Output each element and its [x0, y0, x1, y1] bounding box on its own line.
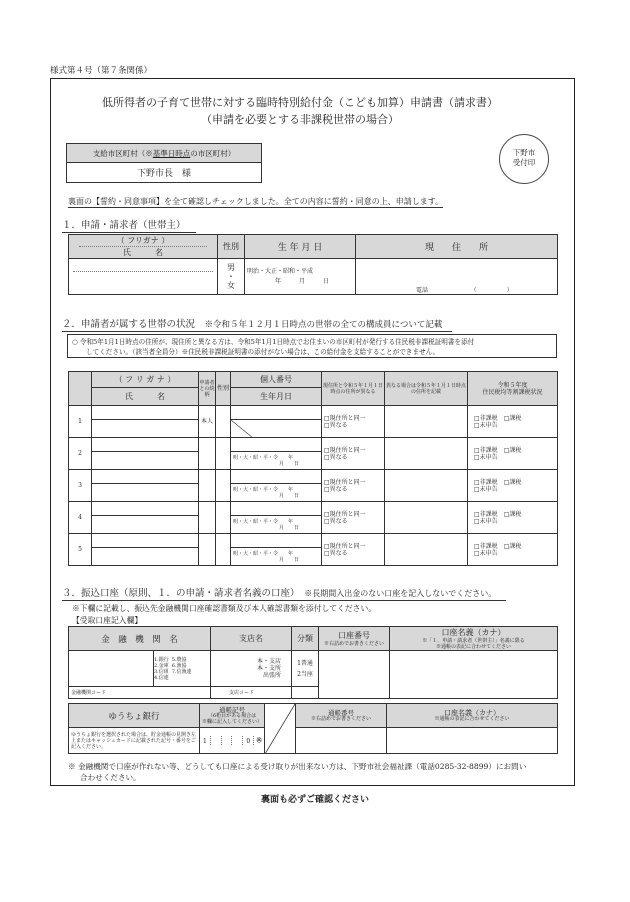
- hh-relation[interactable]: [199, 534, 216, 566]
- yucho-desc: ゆうちょ銀行を選択された場合は、貯金通帳の見開き左上またはキャッシュカードに記載された記号・番号をご記入ください。: [69, 728, 200, 754]
- dob-input[interactable]: [245, 259, 356, 295]
- hh-tax[interactable]: □非課税 □課税 □未申告: [468, 438, 558, 470]
- hh-diff-addr-label: 異なる場合は令和５年１月１日時点の住所を記載: [385, 372, 468, 406]
- hh-row-no: 4: [69, 502, 92, 534]
- hh-mynumber[interactable]: [231, 438, 322, 452]
- yucho-holder-input[interactable]: [387, 728, 558, 754]
- hh-dob[interactable]: 明・大・昭・平・令 年 月 日: [231, 484, 322, 502]
- yucho-symbol-label: 通帳記号 （6桁目がある場合は ※欄に記入してください）: [200, 704, 265, 728]
- hh-gender-label: 性別: [216, 372, 231, 406]
- section3-note: ※下欄に記載し、振込先金融機関口座確認書類及び本人確認書類を添付してください。: [72, 604, 377, 613]
- hh-relation[interactable]: [199, 438, 216, 470]
- yucho-number-input[interactable]: [296, 728, 387, 754]
- category-label: 分類: [292, 627, 319, 651]
- yucho-symbol-input[interactable]: 1 0 ※: [200, 728, 265, 754]
- hh-mynumber[interactable]: [231, 534, 322, 548]
- hh-mynumber-label: 個人番号: [231, 372, 322, 388]
- hh-prev-addr[interactable]: [385, 406, 468, 438]
- phone-parens: （ ）: [470, 287, 513, 294]
- reception-stamp: [499, 134, 549, 184]
- hh-furigana-input[interactable]: [92, 534, 199, 548]
- hh-prev-addr[interactable]: [385, 502, 468, 534]
- hh-row-no: 1: [69, 406, 92, 438]
- address-input[interactable]: [356, 259, 558, 295]
- phone-label: 電話: [416, 287, 429, 294]
- hh-row-no: 2: [69, 438, 92, 470]
- bank-name-label: 金 融 機 関 名: [69, 627, 211, 651]
- stamp-line2: 受付印: [512, 158, 536, 167]
- hh-tax[interactable]: □非課税 □課税 □未申告: [468, 470, 558, 502]
- dob-ymd: 年 月 日: [275, 278, 330, 285]
- branch-input[interactable]: 本・支店 本・支所 出張所: [211, 651, 292, 687]
- dob-eras: 明治・大正・昭和・平成: [247, 268, 314, 275]
- hh-gender[interactable]: [216, 470, 231, 502]
- hh-gender[interactable]: [216, 502, 231, 534]
- hh-gender[interactable]: [216, 406, 231, 438]
- yucho-number-label: 通帳番号 ※右詰めでお書きください: [296, 704, 387, 728]
- hh-dob[interactable]: 明・大・昭・平・令 年 月 日: [231, 516, 322, 534]
- hh-addr-check[interactable]: □現住所と同一 □異なる: [322, 406, 385, 438]
- hh-relation[interactable]: [199, 470, 216, 502]
- household-row: [69, 534, 558, 548]
- hh-name-input[interactable]: [92, 548, 199, 566]
- applicant-name-label: 氏 名: [123, 248, 163, 257]
- applicant-furigana-label: （ フリガナ ）: [116, 236, 170, 245]
- hh-furigana-label: （ フ リ ガ ナ ）: [92, 372, 199, 388]
- hh-name-input[interactable]: [92, 420, 199, 438]
- hh-name-input[interactable]: [92, 452, 199, 470]
- household-row: [69, 502, 558, 516]
- hh-dob-label: 生年月日: [231, 388, 322, 406]
- yucho-table: [68, 703, 558, 754]
- household-row: [69, 406, 558, 420]
- hh-dob[interactable]: [231, 420, 322, 438]
- household-table: [68, 371, 558, 566]
- hh-tax-label: 令和５年度 住民税均等割課税状況: [468, 372, 558, 406]
- gender-dot: ・: [227, 272, 235, 281]
- address-label: 現 住 所: [356, 235, 558, 259]
- section2-notice: ○ 令和5年1月1日時点の住所が、現住所と異なる方は、令和5年1月1日時点でお住まいの市区町村が発行する住民税非課税証明書を添付 してください。（該当者全員分）※住民税非課税証明書の添付がない場合は、この給付金を支給することができません。: [67, 334, 557, 358]
- bank-table: [68, 626, 558, 699]
- bank-code[interactable]: 金融機関コード: [69, 687, 211, 699]
- hh-dob[interactable]: 明・大・昭・平・令 年 月 日: [231, 548, 322, 566]
- hh-name-label: 氏 名: [92, 388, 199, 406]
- household-row: [69, 470, 558, 484]
- hh-gender[interactable]: [216, 438, 231, 470]
- municipality-label: 支給市区町村（※基準日時点の市区町村）: [67, 144, 262, 163]
- bank-name-input[interactable]: [69, 651, 154, 687]
- acct-no-input[interactable]: [319, 651, 390, 699]
- form-title: 低所得者の子育て世帯に対する臨時特別給付金（こども加算）申請書（請求書）: [102, 96, 498, 109]
- hh-row-no: 5: [69, 534, 92, 566]
- stamp-line1: 下野市: [512, 148, 536, 157]
- receiving-label: 【受取口座記入欄】: [72, 616, 143, 625]
- section1-heading: １．申請・請求者（世帯主）: [62, 217, 186, 231]
- hh-mynumber[interactable]: [231, 406, 322, 420]
- form-subtitle: （申請を必要とする非課税世帯の場合）: [201, 113, 399, 126]
- acct-type[interactable]: 1普通 2当座: [292, 651, 319, 687]
- hh-furigana-input[interactable]: [92, 406, 199, 420]
- hh-row-no: 3: [69, 470, 92, 502]
- hh-furigana-input[interactable]: [92, 438, 199, 452]
- gender-female[interactable]: 女: [227, 281, 235, 290]
- gender-label: 性別: [218, 235, 245, 259]
- hh-prev-addr[interactable]: [385, 438, 468, 470]
- hh-prev-addr[interactable]: [385, 470, 468, 502]
- yucho-label: ゆうちょ銀行: [69, 704, 200, 728]
- hh-furigana-input[interactable]: [92, 502, 199, 516]
- holder-label: 口座名義（カナ） ※「１．申請・請求者（世帯主）」名義に限る ※通帳の表記に合わせてください: [390, 627, 558, 651]
- branch-label: 支店名: [211, 627, 292, 651]
- hh-same-addr-label: 現住所と令和５年１月１日時点の住所が異なる: [322, 372, 385, 406]
- hh-mynumber[interactable]: [231, 470, 322, 484]
- section3-heading: ３．振込口座（原則、１．の申請・請求者名義の口座） ※長期間入出金のない口座を記入しないでください。: [62, 585, 496, 599]
- applicant-name-input[interactable]: [69, 259, 218, 295]
- hh-relation[interactable]: [199, 502, 216, 534]
- applicant-table: [68, 234, 558, 295]
- hh-name-input[interactable]: [92, 484, 199, 502]
- household-row: [69, 438, 558, 452]
- bank-types: 1.銀行 2.金庫 3.信組 4.信連 5.農協 6.漁協 7.信漁連: [154, 651, 211, 687]
- hh-addr-check[interactable]: □現住所と同一 □異なる: [322, 502, 385, 534]
- section2-heading: ２．申請者が属する世帯の状況 ※令和５年１２月１日時点の世帯の全ての構成員について記載: [62, 316, 442, 330]
- hh-tax[interactable]: □非課税 □課税 □未申告: [468, 502, 558, 534]
- yucho-divider: [265, 704, 296, 754]
- hh-furigana-input[interactable]: [92, 470, 199, 484]
- hh-relation-label: 申請者との続柄: [199, 372, 216, 406]
- hh-name-input[interactable]: [92, 516, 199, 534]
- hh-relation[interactable]: 本人: [199, 406, 216, 438]
- hh-tax[interactable]: □非課税 □課税 □未申告: [468, 406, 558, 438]
- hh-addr-check[interactable]: □現住所と同一 □異なる: [322, 470, 385, 502]
- footnote: ※ 金融機関で口座が作れない等、どうしても口座による受け取りが出来ない方は、下野市社会福祉課（電話0285-32-8899）にお問い 合わせください。: [68, 762, 527, 782]
- yucho-slash: [265, 704, 295, 754]
- form-number: 様式第４号（第７条関係）: [50, 66, 153, 76]
- dob-label: 生 年 月 日: [245, 235, 356, 259]
- gender-male[interactable]: 男: [227, 263, 235, 272]
- branch-code[interactable]: 支店コード: [211, 687, 292, 699]
- back-note: 裏面も必ずご確認ください: [260, 795, 369, 805]
- hh-dob[interactable]: 明・大・昭・平・令 年 月 日: [231, 452, 322, 470]
- hh-gender[interactable]: [216, 534, 231, 566]
- pledge-text: 裏面の【誓約・同意事項】を全て確認しチェックしました。全ての内容に誓約・同意の上、申請します。: [68, 197, 444, 206]
- hh-addr-check[interactable]: □現住所と同一 □異なる: [322, 534, 385, 566]
- municipality-box: [66, 143, 262, 183]
- yucho-holder-label: 口座名義（カナ） ※通帳の表記に合わせてください: [387, 704, 558, 728]
- acct-no-label: 口座番号 ※右詰めでお書きください: [319, 627, 390, 651]
- hh-mynumber[interactable]: [231, 502, 322, 516]
- hh-prev-addr[interactable]: [385, 534, 468, 566]
- hh-tax[interactable]: □非課税 □課税 □未申告: [468, 534, 558, 566]
- hh-addr-check[interactable]: □現住所と同一 □異なる: [322, 438, 385, 470]
- holder-input[interactable]: [390, 651, 558, 699]
- municipality-value: 下野市長 様: [67, 163, 262, 183]
